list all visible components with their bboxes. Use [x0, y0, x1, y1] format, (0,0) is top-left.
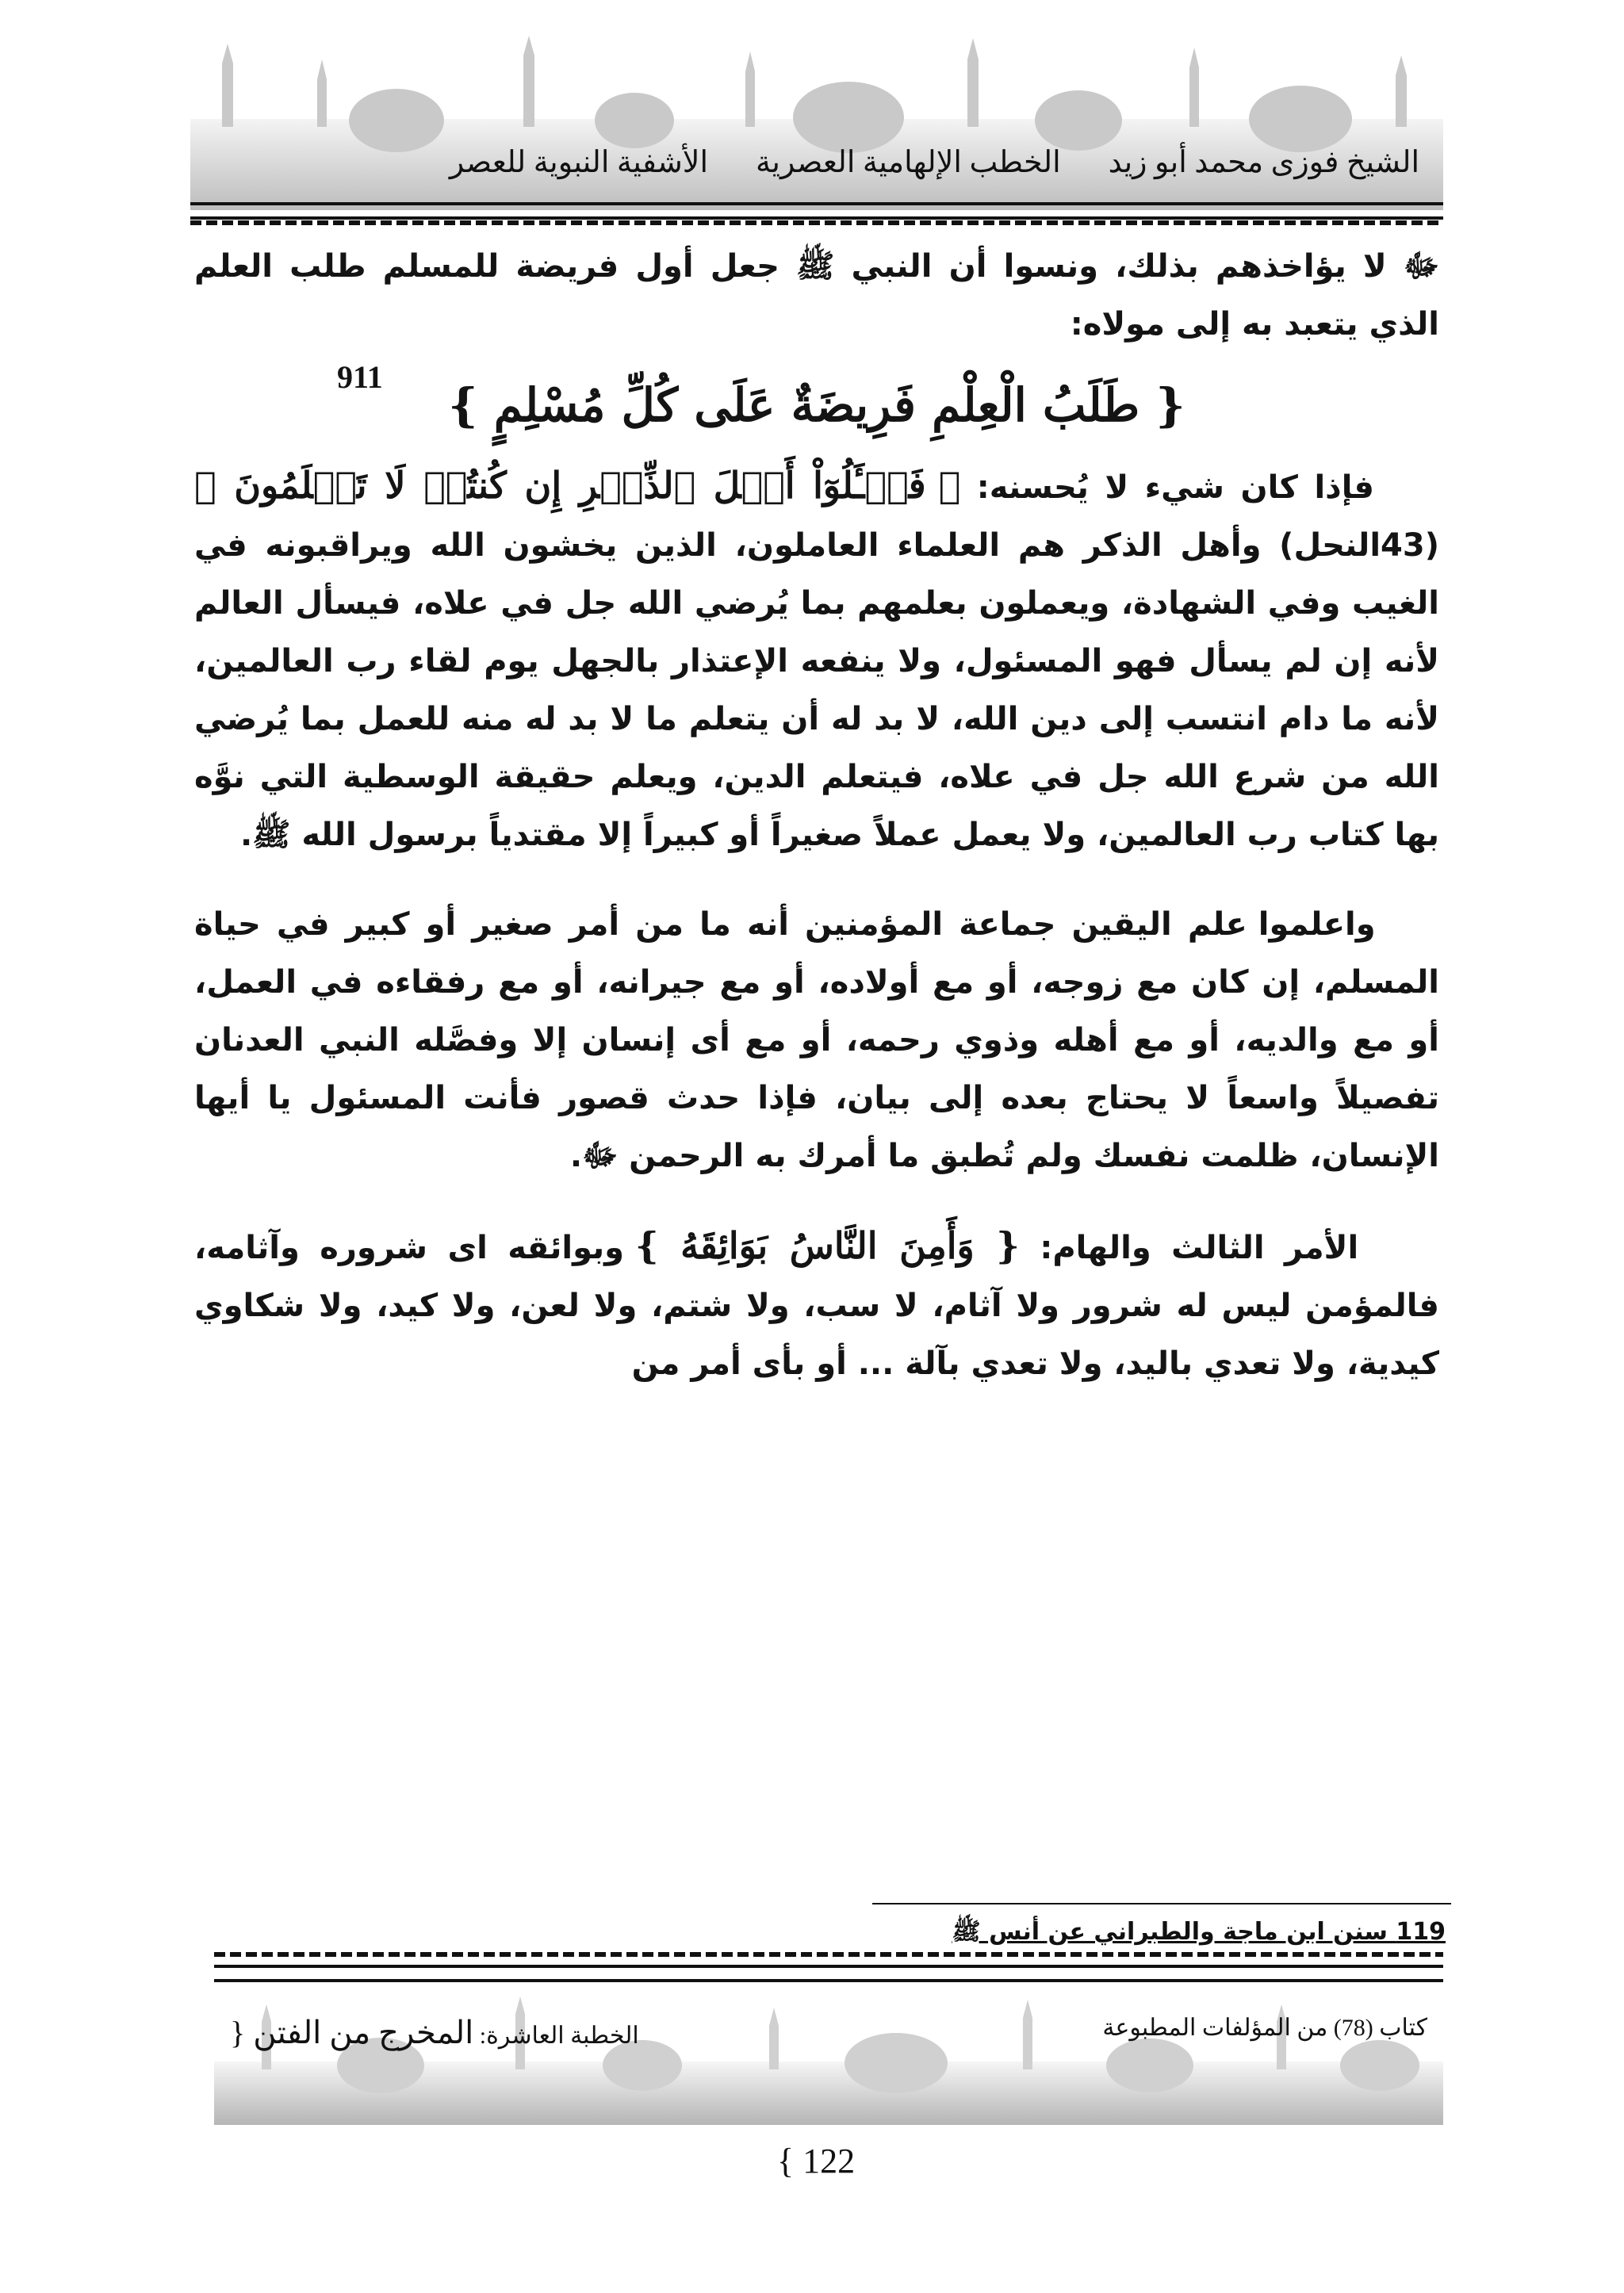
footer-banner: [214, 1990, 1443, 2125]
header-double-rule: [190, 202, 1443, 220]
hadith-text: { طَلَبُ الْعِلْمِ فَرِيضَةٌ عَلَى كُلِّ مُسْلِمٍ }: [448, 378, 1185, 432]
header-author: الشيخ فوزى محمد أبو زيد: [1108, 146, 1419, 179]
footer-double-rule: [214, 1965, 1443, 1982]
running-footer: [230, 2014, 1427, 2051]
header-banner: [190, 32, 1443, 214]
header-book-title: الأشفية النبوية للعصر: [449, 146, 709, 179]
footer-sermon: [230, 2014, 639, 2051]
paragraph-2-body: (43النحل) وأهل الذكر هم العلماء العاملون، الذين يخشون الله ويراقبونه في الغيب وفي الشهادة، ويعملون بعلمهم بما يُرضي الله جل في علاه، فيسأل العالم لأنه إن لم يسأل فهو المسئول، ولا ينفعه الإعتذار بالجهل يوم لقاء رب العالمين، لأنه ما دام انتسب إلى دين الله، لا بد له أن يتعلم ما لا بد له منه للعمل بما يُرضي الله من شرع الله جل في علاه، فيتعلم الدين، ويعلم حقيقة الوسطية التي نوَّه بها كتاب رب العالمين، ولا يعمل عملاً صغيراً أو كبيراً إلا مقتدياً برسول الله ﷺ.: [194, 527, 1439, 853]
footnote-separator: [872, 1903, 1451, 1904]
page-body: [194, 238, 1439, 1393]
footer-sermon-label: الخطبة العاشرة:: [473, 2023, 639, 2049]
paragraph-4-intro: الأمر الثالث والهام:: [1019, 1230, 1359, 1266]
paragraph-1: ﷻ لا يؤاخذهم بذلك، ونسوا أن النبي ﷺ جعل أول فريضة للمسلم طلب العلم الذي يتعبد به إلى مولاه:: [194, 248, 1439, 343]
footer-dash-rule: [214, 1952, 1443, 1957]
header-series: الخطب الإلهامية العصرية: [756, 146, 1061, 179]
footnote-reference: 911: [337, 359, 383, 395]
footer-sermon-title: المخرج من الفتن {: [230, 2015, 474, 2050]
paragraph-4-body: وبوائقه اى شروره وآثامه، فالمؤمن ليس له شرور ولا آثام، لا سب، ولا شتم، ولا لعن، ولا كيد، ولا شكاوي كيدية، ولا تعدي باليد، ولا تعدي بآلة ... أو بأى أمر من: [194, 1230, 1439, 1382]
paragraph-3-body: واعلموا علم اليقين جماعة المؤمنين أنه ما من أمر صغير أو كبير في حياة المسلم، إن كان مع زوجه، أو مع أولاده، أو مع جيرانه، أو مع رفقاءه في العمل، أو مع والديه، أو مع أهله وذوي رحمه، أو مع أى إنسان إلا وفصَّله النبي العدنان تفصيلاً واسعاً لا يحتاج بعده إلى بيان، فإذا حدث قصور فأنت المسئول يا أيها الإنسان، ظلمت نفسك ولم تُطبق ما أمرك به الرحمن ﷻ.: [194, 906, 1439, 1174]
mosque-skyline-decoration: [190, 32, 1443, 214]
paragraph-3: [194, 896, 1439, 1185]
paragraph-2: [194, 457, 1439, 864]
footer-book-number: كتاب (78) من المؤلفات المطبوعة: [1102, 2015, 1427, 2041]
paragraph-2-intro: فإذا كان شيء لا يُحسنه:: [960, 469, 1374, 506]
quran-quote: ﴿ فَسۡـَٔلُوٓاْ أَهۡلَ ٱلذِّكۡرِ إِن كُنتُمۡ لَا تَعۡلَمُونَ ﴾: [194, 464, 961, 507]
hadith-verse: [194, 354, 1439, 457]
mosque-skyline-decoration: [214, 1990, 1443, 2125]
page-number: { 122: [777, 2142, 856, 2180]
running-header: [214, 144, 1419, 180]
hadith-quote: { وَأَمِنَ النَّاسُ بَوَائِقَهُ }: [634, 1224, 1020, 1267]
footnote-text: 119 سنن ابن ماجة والطبراني عن أنس ﷺ: [952, 1918, 1446, 1946]
paragraph-4: [194, 1217, 1439, 1393]
header-dash-rule: [190, 220, 1443, 225]
